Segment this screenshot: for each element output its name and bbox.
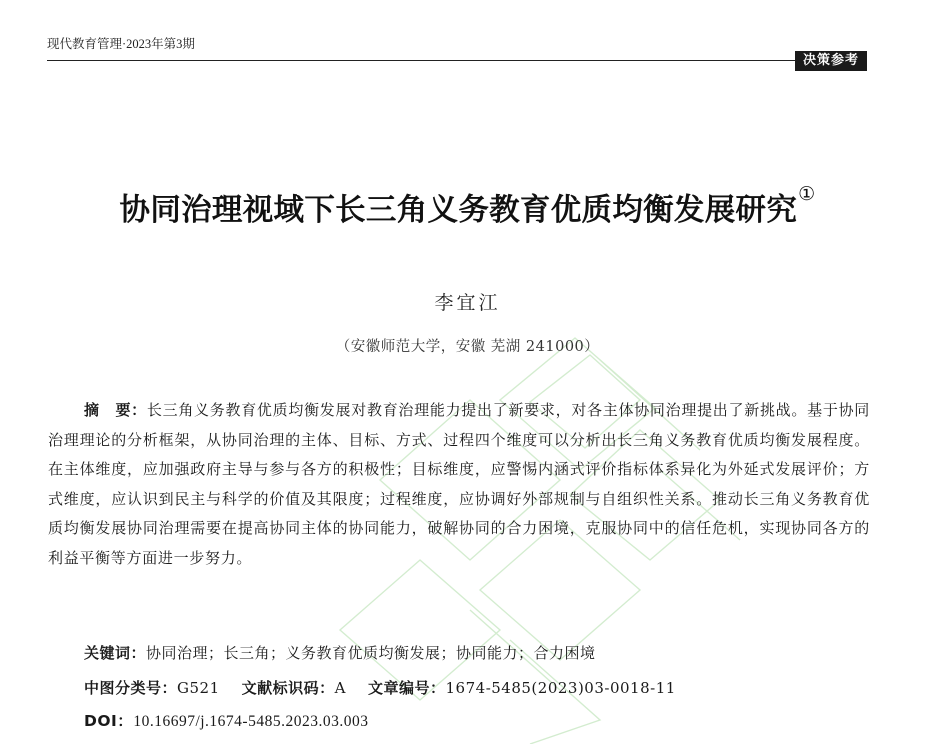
doi-label: DOI： [84, 712, 134, 730]
title-text: 协同治理视域下长三角义务教育优质均衡发展研究 [119, 193, 798, 228]
article-title [0, 185, 935, 229]
article-no-label: 文章编号： [368, 679, 446, 697]
author-name: 李宜江 [434, 292, 501, 314]
keywords [84, 642, 596, 663]
abstract [48, 396, 870, 573]
doi-line [84, 709, 368, 731]
clc-label: 中图分类号： [84, 679, 178, 697]
author-affiliation: （安徽师范大学，安徽 芜湖 241000） [335, 339, 600, 355]
doc-code-label: 文献标识码： [241, 679, 335, 697]
classification-line [84, 677, 676, 698]
header-divider [47, 60, 867, 61]
keywords-label: 关键词： [84, 644, 147, 662]
footnote-mark: ① [798, 183, 816, 205]
keywords-text: 协同治理；长三角；义务教育优质均衡发展；协同能力；合力困境 [146, 644, 596, 662]
section-badge: 决策参考 [795, 51, 867, 71]
abstract-text: 长三角义务教育优质均衡发展对教育治理能力提出了新要求，对各主体协同治理提出了新挑战。基于协同治理理论的分析框架，从协同治理的主体、目标、方式、过程四个维度可以分析出长三角义务教育优质均衡发展程度。在主体维度，应加强政府主导与参与各方的积极性；目标维度，应警惕内涵式评价指标体系异化为外延式发展评价；方式维度，应认识到民主与科学的价值及其限度；过程维度，应协调好外部规制与自组织性关系。推动长三角义务教育优质均衡发展协同治理需要在提高协同主体的协同能力，破解协同的合力困境，克服协同中的信任危机，实现协同各方的利益平衡等方面进一步努力。 [48, 401, 870, 567]
article-no-value: 1674-5485(2023)03-0018-11 [445, 679, 676, 697]
abstract-label: 摘 要： [84, 401, 147, 419]
doi-value: 10.16697/j.1674-5485.2023.03.003 [133, 713, 369, 730]
clc-value: G521 [177, 679, 220, 697]
journal-issue: 现代教育管理·2023年第3期 [47, 37, 195, 51]
doc-code-value: A [334, 679, 346, 697]
